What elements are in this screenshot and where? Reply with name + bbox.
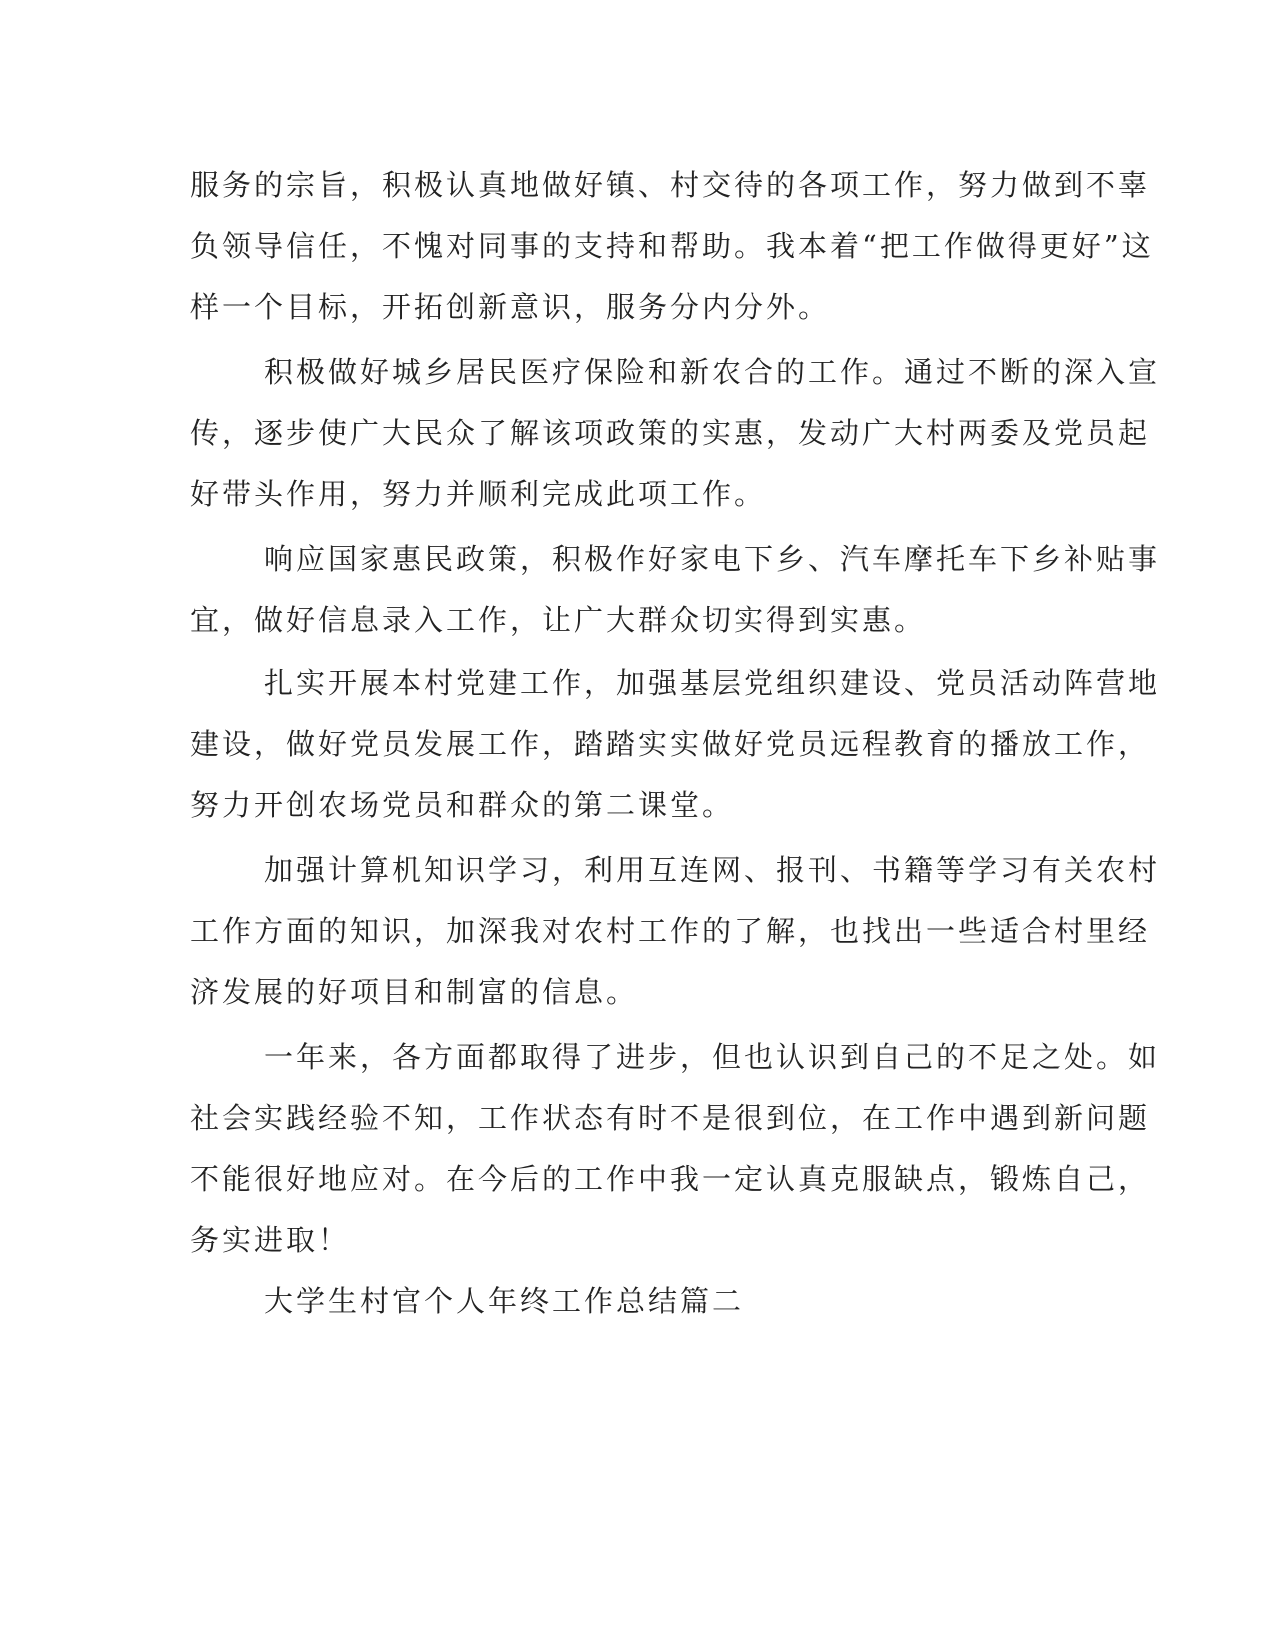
text-line: 不能很好地应对。在今后的工作中我一定认真克服缺点，锻炼自己，	[190, 1162, 1151, 1196]
text-line: 加强计算机知识学习，利用互连网、报刊、书籍等学习有关农村	[264, 853, 1161, 887]
text-line: 建设，做好党员发展工作，踏踏实实做好党员远程教育的播放工作，	[190, 727, 1151, 761]
text-line: 样一个目标，开拓创新意识，服务分内分外。	[190, 290, 831, 324]
paragraph	[190, 342, 1161, 525]
text-line: 响应国家惠民政策，积极作好家电下乡、汽车摩托车下乡补贴事	[264, 542, 1161, 576]
document-body	[190, 155, 1161, 1332]
text-line: 努力开创农场党员和群众的第二课堂。	[190, 788, 735, 822]
section-heading	[190, 1271, 1080, 1332]
section-heading-text: 大学生村官个人年终工作总结篇二	[264, 1284, 745, 1318]
text-line: 积极做好城乡居民医疗保险和新农合的工作。通过不断的深入宣	[264, 355, 1161, 389]
paragraph	[190, 1027, 1161, 1271]
paragraph	[190, 155, 1154, 338]
text-line: 传，逐步使广大民众了解该项政策的实惠，发动广大村两委及党员起	[190, 416, 1151, 450]
text-line: 工作方面的知识，加深我对农村工作的了解，也找出一些适合村里经	[190, 914, 1151, 948]
text-line: 社会实践经验不知，工作状态有时不是很到位，在工作中遇到新问题	[190, 1101, 1151, 1135]
paragraph	[190, 840, 1161, 1023]
text-line: 好带头作用，努力并顺利完成此项工作。	[190, 477, 767, 511]
text-line: 扎实开展本村党建工作，加强基层党组织建设、党员活动阵营地	[264, 666, 1161, 700]
text-line: 服务的宗旨，积极认真地做好镇、村交待的各项工作，努力做到不辜	[190, 168, 1151, 202]
paragraph	[190, 529, 1161, 651]
text-line: 济发展的好项目和制富的信息。	[190, 975, 639, 1009]
text-line: 一年来，各方面都取得了进步，但也认识到自己的不足之处。如	[264, 1040, 1161, 1074]
text-line: 宜，做好信息录入工作，让广大群众切实得到实惠。	[190, 603, 927, 637]
paragraph	[190, 653, 1161, 836]
text-line: 务实进取！	[190, 1223, 351, 1257]
text-line: 负领导信任，不愧对同事的支持和帮助。我本着“把工作做得更好”这	[190, 229, 1154, 263]
